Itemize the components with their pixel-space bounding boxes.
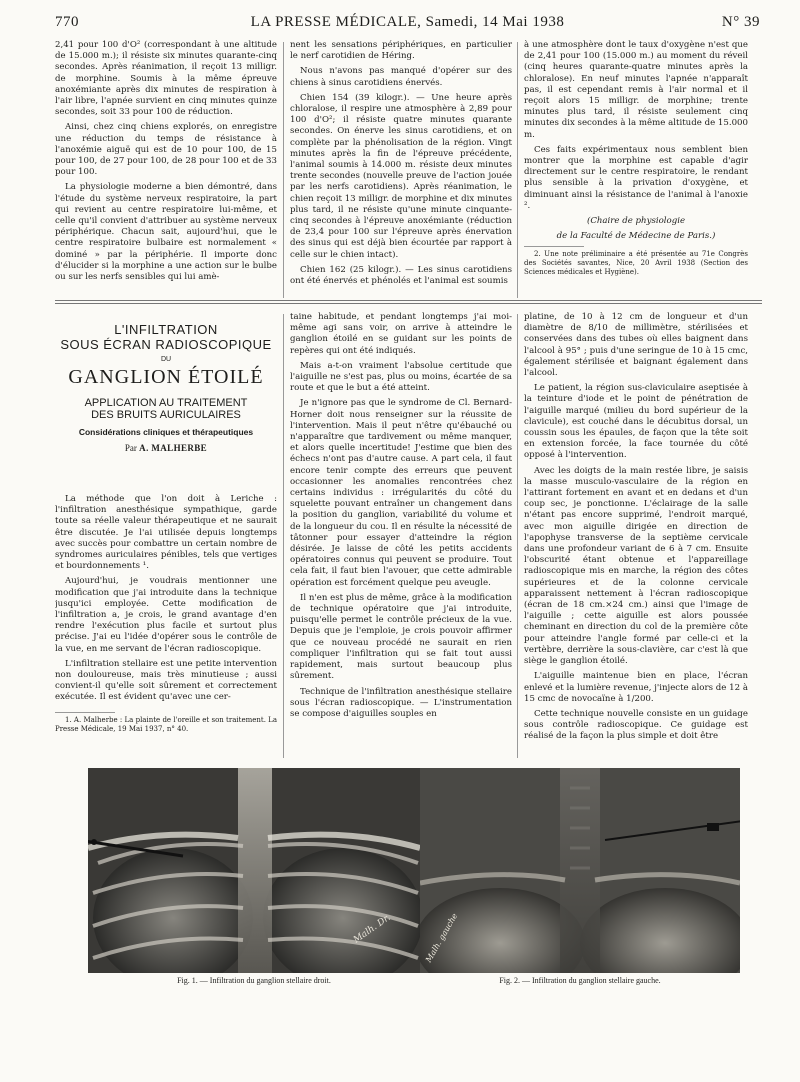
journal-title: LA PRESSE MÉDICALE, Samedi, 14 Mai 1938	[250, 14, 565, 30]
title-line-1: L'INFILTRATION	[114, 322, 218, 337]
column-rule	[283, 314, 284, 758]
column-rule	[517, 42, 518, 298]
bottom-column-3	[524, 312, 748, 758]
paragraph: Nous n'avons pas manqué d'opérer sur des chiens à sinus carotidiens énervés.	[290, 66, 512, 88]
footnote-rule	[55, 712, 115, 713]
paragraph: à une atmosphère dont le taux d'oxygène n'est que de 2,41 pour 100 (15.000 m.) au moment du réveil (cinq heures quarante-quatre minutes après la chloralose). En neuf minutes l'apnée n'apparaît pas, il est cependant remis à l'air normal et il reçoit alors 15 milligr. de morphine; trente minutes plus tard, il résiste seulement cinq minutes dix secondes à la même altitude de 15.000 m.	[524, 40, 748, 140]
footnote: 2. Une note préliminaire a été présentée au 71e Congrès des Sociétés savantes, Nice, 20 Avril 1938 (Section des Sciences médicales et Hygiène).	[524, 250, 748, 277]
author-prefix: Par	[124, 443, 137, 453]
paragraph: Cette technique nouvelle consiste en un guidage sous contrôle radioscopique. Ce guidage est réalisé de la façon la plus simple et doit être	[524, 708, 748, 742]
top-column-2	[290, 40, 512, 302]
title-main: GANGLION ÉTOILÉ	[68, 366, 264, 388]
affiliation-line: de la Faculté de Médecine de Paris.)	[556, 231, 716, 242]
figure-2-caption: Fig. 2. — Infiltration du ganglion stellaire gauche.	[499, 976, 661, 985]
handwritten-annotation: Malh. Dr.	[351, 912, 393, 946]
title-du: DU	[160, 356, 172, 363]
title-line-2: SOUS ÉCRAN RADIOSCOPIQUE	[60, 337, 272, 352]
paragraph: Technique de l'infiltration anesthésique stellaire sous l'écran radioscopique. — L'instrumentation se compose d'aiguilles souples en	[290, 686, 512, 719]
paragraph: La méthode que l'on doit à Leriche : l'infiltration anesthésique sympathique, garde toute sa réelle valeur thérapeutique et ne saurait être discutée. Je l'ai utilisée depuis longtemps avec succès pour combattre un certain nombre de syndromes auriculaires pénibles, tels que vertiges et bourdonnements ¹.	[55, 494, 277, 572]
running-header	[55, 14, 760, 34]
bottom-column-1	[55, 494, 277, 758]
top-column-1	[55, 40, 277, 302]
paragraph: platine, de 10 à 12 cm de longueur et d'un diamètre de 8/10 de millimètre, stérilisées et conservées dans des tubes où elles baignent dans l'alcool à 95° ; puis d'une seringue de 10 à 15 cmc, également stérilisée et baignant également dans l'alcool.	[524, 312, 748, 379]
figure-1-caption: Fig. 1. — Infiltration du ganglion stellaire droit.	[177, 976, 331, 985]
figure-2-xray	[420, 768, 740, 973]
article-title-block	[55, 318, 277, 453]
footnote: 1. A. Malherbe : La plainte de l'oreille et son traitement. La Presse Médicale, 19 Mai 1937, n° 40.	[55, 715, 277, 733]
paragraph: Avec les doigts de la main restée libre, je saisis la masse musculo-vasculaire de la région en l'attirant fortement en avant et en dedans et d'un coup sec, je ponctionne. L'éclairage de la salle n'étant pas encore supprimé, l'endroit marqué, avec mon aiguille dirigée en direction de l'apophyse transverse de la septième cervicale dans une profondeur variant de 6 à 7 cm. Ensuite l'obscurité étant obtenue et l'appareillage radioscopique mis en marche, la région des côtes supérieures et de la colonne cervicale apparaissent nettement à l'écran radioscopique (écran de 18 cm.×24 cm.) ainsi que l'image de l'aiguille ; cette aiguille est alors poussée cheminant en direction du col de la première côte pour atteindre l'angle formé par celle-ci et la vertèbre, derrière la sous-clavière, car c'est là que siège le ganglion étoilé.	[524, 465, 748, 667]
affiliation-line: (Chaire de physiologie	[586, 216, 686, 227]
xray-image-1	[88, 768, 420, 973]
paragraph: nent les sensations périphériques, en particulier le nerf carotidien de Héring.	[290, 40, 512, 62]
author-line	[55, 443, 277, 453]
paragraph: Je n'ignore pas que le syndrome de Cl. Bernard-Horner doit nous renseigner sur la réussite de l'intervention. Mais il peut n'être qu'ébauché ou n'apparaître que tardivement ou même manquer, et alors quelle incertitude! J'estime que bien des échecs n'ont pas d'autre cause. A part cela, il faut encore tenir compte des erreurs que peuvent occasionner les anomalies rencontrées chez certains individus : irrégularités du côté du squelette pouvant entraîner un changement dans la position du ganglion, variabilité du volume et de la longueur du cou. Il en résulte la nécessité de tâtonner pour essayer d'atteindre la région désirée. Je laisse de côté les petits accidents opératoires connus qui peuvent se produire. Tout cela fait, il faut bien l'avouer, que cette admirable opération est forcément quelque peu aveugle.	[290, 398, 512, 588]
paragraph: Mais a-t-on vraiment l'absolue certitude que l'aiguille ne s'est pas, plus ou moins, écartée de sa route et que le but a été atteint.	[290, 360, 512, 394]
paragraph: Il n'en est plus de même, grâce à la modification de technique opératoire que j'ai introduite, puisqu'elle permet le contrôle précieux de la vue. Depuis que je l'emploie, je crois pouvoir affirmer que ce nouveau procédé ne saurait en rien compliquer l'infiltration qui se fait tout aussi rapidement, mais surtout beaucoup plus sûrement.	[290, 592, 512, 682]
xray-image-2	[420, 768, 740, 973]
page-number: 770	[55, 14, 79, 30]
issue-number: N° 39	[721, 14, 760, 30]
column-rule	[517, 314, 518, 758]
column-rule	[283, 42, 284, 298]
paragraph: Le patient, la région sus-claviculaire aseptisée à la teinture d'iode et le point de pénétration de l'aiguille marqué (milieu du bord supérieur de la clavicule), est couché dans le décubitus dorsal, un coussin sous les épaules, de façon que la tête soit en extension forcée, la face tournée du côté opposé à l'intervention.	[524, 383, 748, 461]
subtitle-line-2: DES BRUITS AURICULAIRES	[91, 409, 241, 421]
paragraph: La physiologie moderne a bien démontré, dans l'étude du système nerveux respiratoire, la part qui revient au centre respiratoire lui-même, et celle qu'il convient d'attribuer au système nerveux périphérique. Chacun sait, aujourd'hui, que le centre respiratoire bulbaire est normalement « dominé » par la périphérie. Il importe donc d'élucider si la morphine a une action sur le bulbe ou sur les nerfs sensibles qui lui amè-	[55, 182, 277, 283]
section-divider	[55, 300, 762, 301]
handwritten-annotation: Malh. gauche	[423, 911, 460, 964]
paragraph: Chien 154 (39 kilogr.). — Une heure après chloralose, il respire une atmosphère à 2,89 pour 100 d'O²; il résiste quatre minutes quarante secondes. On énerve les sinus carotidiens, et on complète par la phénolisation de la région. Vingt minutes après la fin de l'épreuve précédente, l'animal soumis à 14.000 m. résiste deux minutes trente secondes (nouvelle preuve de l'action jouée par les nerfs carotidiens). Après réanimation, le chien reçoit 13 milligr. de morphine et dix minutes plus tard, il ne résiste qu'une minute cinquante-cinq secondes à l'épreuve anoxémiante (réduction de 23,4 pour 100 sur l'épreuve après énervation des sinus qui est déjà bien écourtée par rapport à celle sur le chien intact).	[290, 92, 512, 260]
paragraph: L'aiguille maintenue bien en place, l'écran enlevé et la lumière revenue, j'injecte alors de 12 à 15 cmc de novocaïne à 1/200.	[524, 671, 748, 704]
top-column-3	[524, 40, 748, 302]
paragraph: Aujourd'hui, je voudrais mentionner une modification que j'ai introduite dans la technique jusqu'ici employée. Cette modification de l'infiltration a, je crois, le grand avantage d'en rendre l'exécution plus facile et surtout plus précise. J'ai eu l'idée d'opérer sous le contrôle de la vue, en me servant de l'écran radioscopique.	[55, 576, 277, 654]
paragraph: L'infiltration stellaire est une petite intervention non douloureuse, mais très minutieuse ; aussi convient-il qu'elle soit sûrement et correctement exécutée. Il est évident qu'avec une cer-	[55, 658, 277, 703]
paragraph: taine habitude, et pendant longtemps j'ai moi-même agi sans voir, on arrive à atteindre le ganglion étoilé en se guidant sur les points de repères qui ont été indiqués.	[290, 312, 512, 356]
paragraph: Chien 162 (25 kilogr.). — Les sinus carotidiens ont été énervés et phénolés et l'animal est soumis	[290, 264, 512, 287]
section-divider	[55, 303, 762, 304]
figure-1-xray	[88, 768, 420, 973]
paragraph: Ainsi, chez cinq chiens explorés, on enregistre une réduction du temps de résistance à l'anoxémie aiguë qui est de 10 pour 100, de 15 pour 100, de 27 pour 100, de 28 pour 100 et de 33 pour 100.	[55, 122, 277, 178]
paragraph: 2,41 pour 100 d'O² (correspondant à une altitude de 15.000 m.); il résiste six minutes quarante-cinq secondes. Après réanimation, il reçoit 13 milligr. de morphine. Soumis à la même épreuve anoxémiante après dix minutes de respiration à l'air libre, l'apnée survient en cinq minutes quinze secondes, soit 33 pour 100 de réduction.	[55, 40, 277, 118]
author-name: A. MALHERBE	[139, 443, 208, 453]
footnote-rule	[524, 246, 584, 247]
bottom-column-2	[290, 312, 512, 758]
paragraph: Ces faits expérimentaux nous semblent bien montrer que la morphine est capable d'agir directement sur le centre respiratoire, le rendant plus sensible à la privation d'oxygène, et diminuant ainsi la résistance de l'animal à l'anoxie ².	[524, 144, 748, 211]
considerations-line: Considérations cliniques et thérapeutiques	[78, 427, 254, 437]
subtitle-line-1: APPLICATION AU TRAITEMENT	[84, 397, 248, 409]
